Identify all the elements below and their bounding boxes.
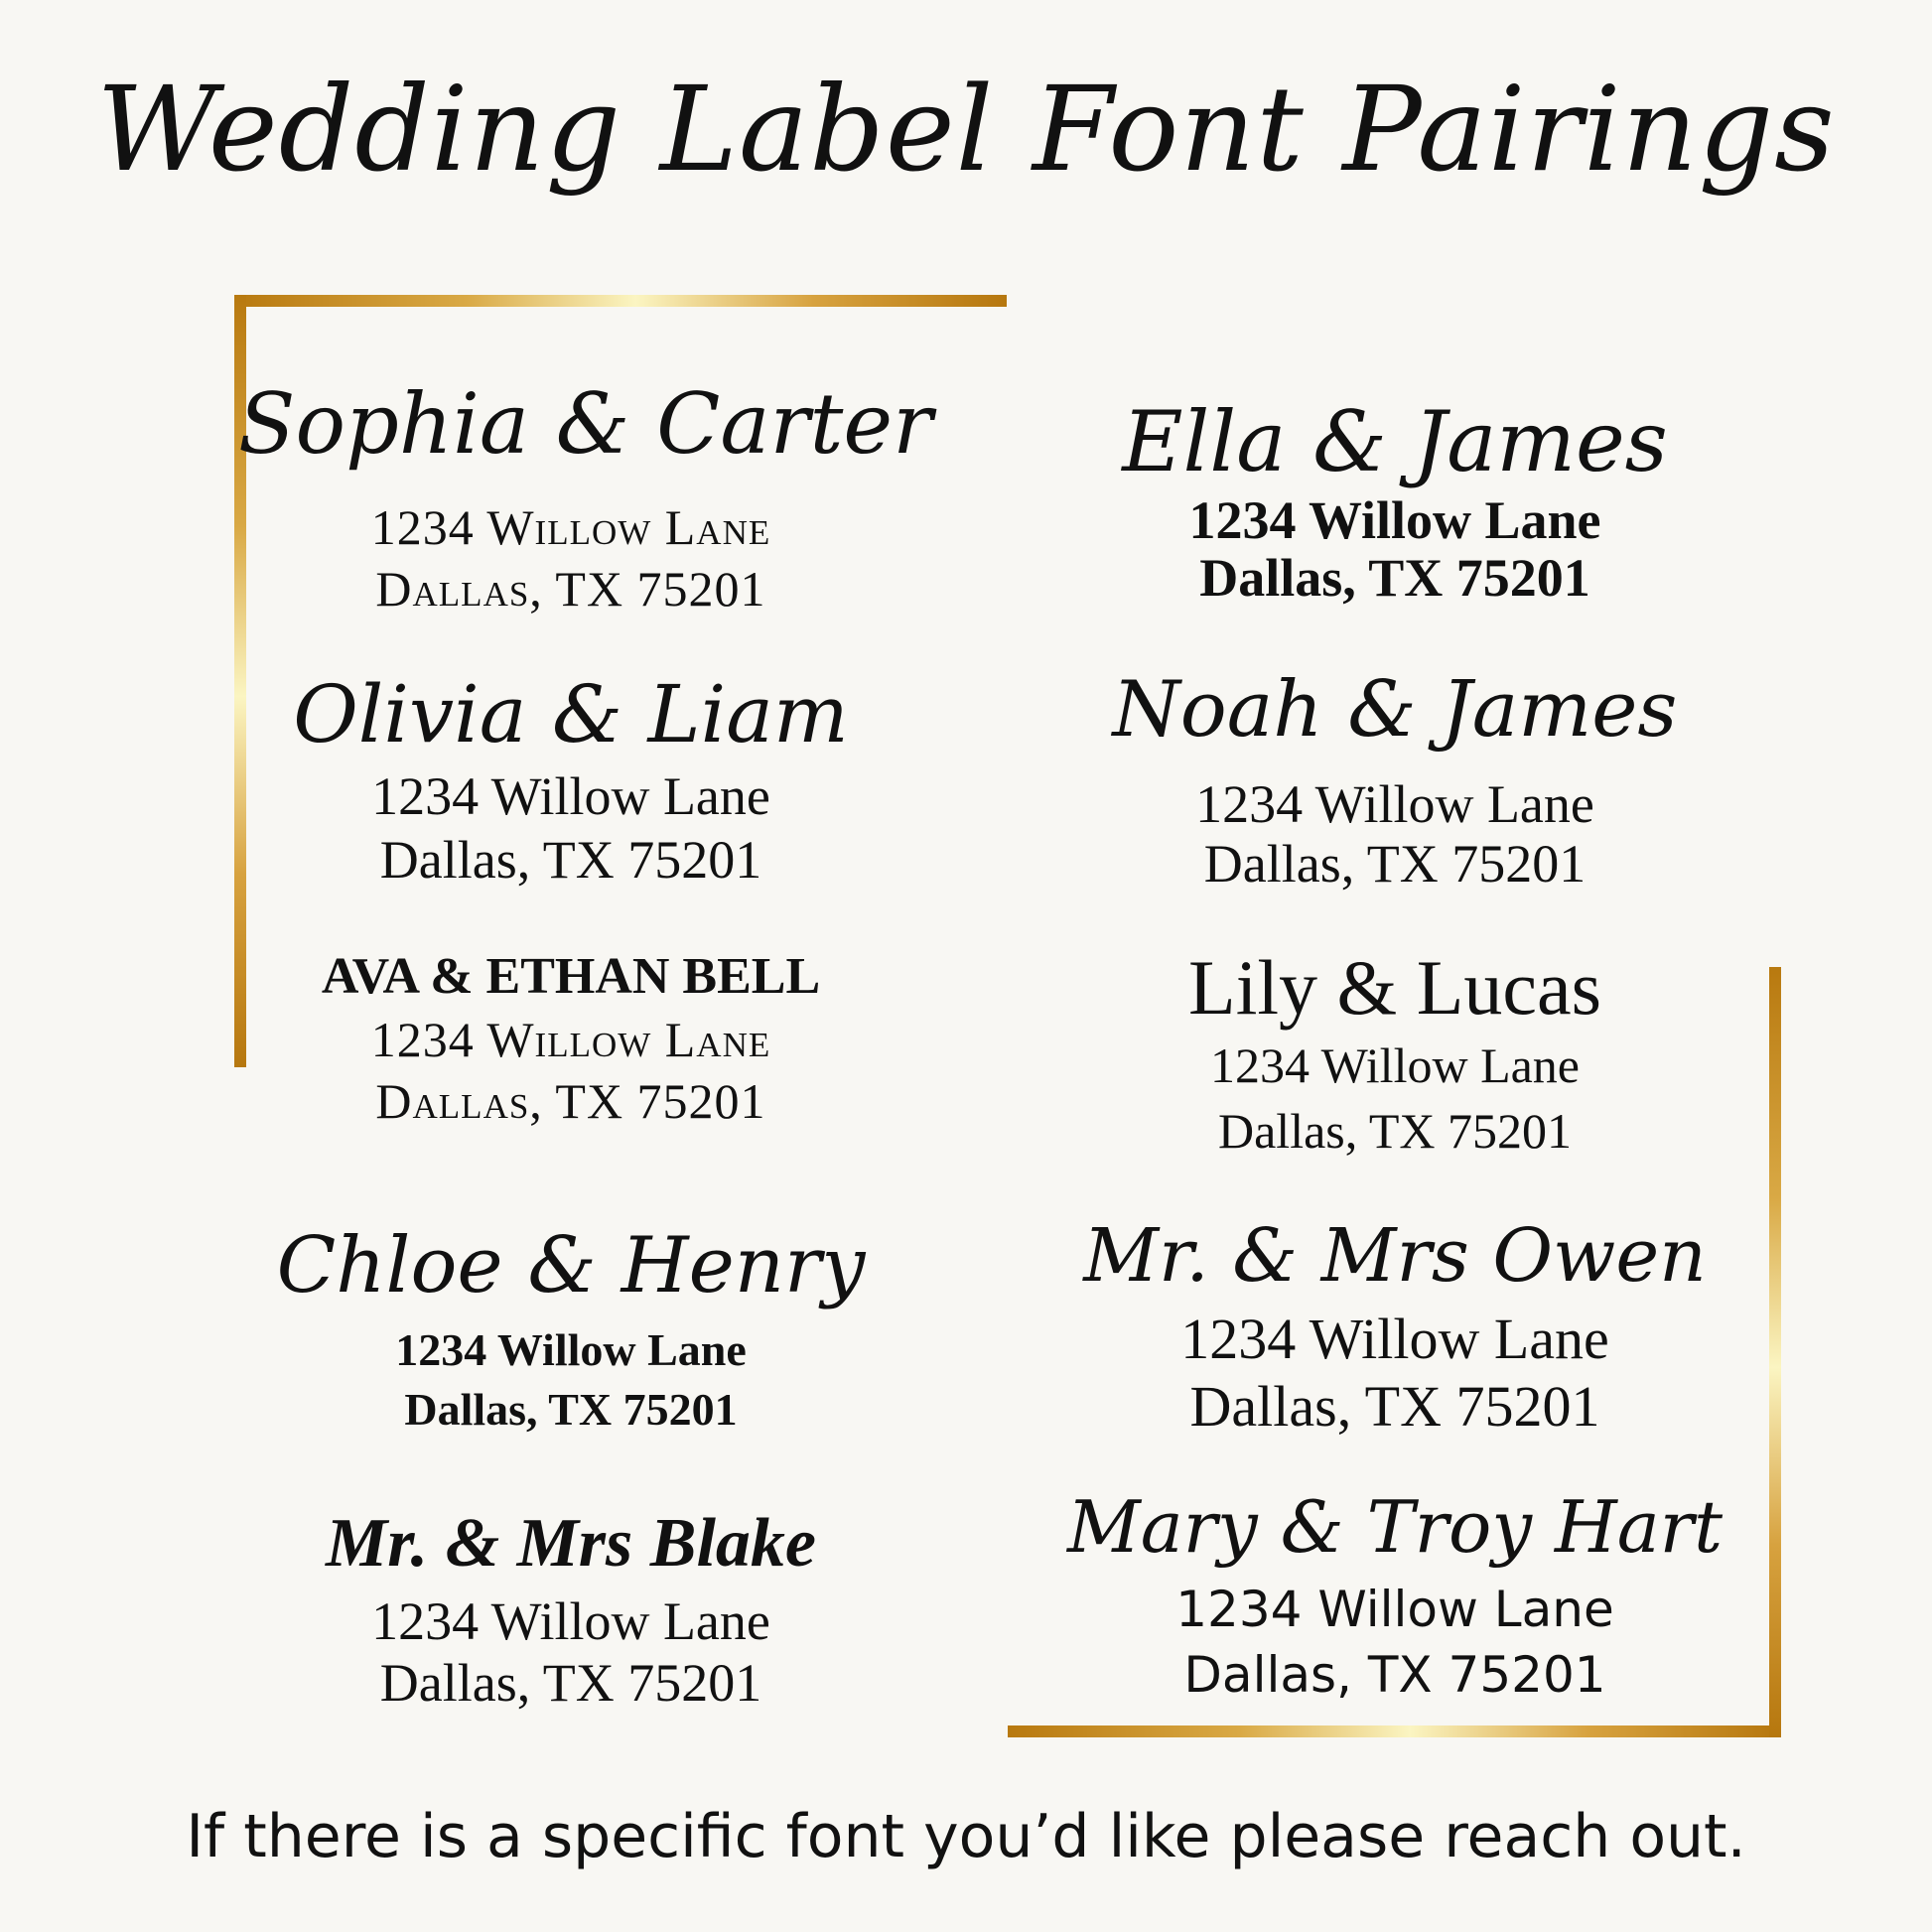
address-label-lily-lucas bbox=[1013, 943, 1777, 1164]
address-street: 1234 Willow Lane bbox=[370, 1012, 771, 1067]
address-street: 1234 Willow Lane bbox=[1188, 490, 1601, 550]
address-label-ella-james bbox=[1013, 392, 1777, 607]
address-city: Dallas, TX 75201 bbox=[1203, 834, 1587, 894]
couple-name: Ella & James bbox=[1122, 393, 1668, 490]
gold-frame-bottom bbox=[1008, 1725, 1781, 1737]
address-street: 1234 Willow Lane bbox=[1210, 1037, 1580, 1093]
address-label-chloe-henry bbox=[238, 1211, 903, 1440]
address-label-mr-mrs-owen bbox=[1013, 1206, 1777, 1441]
couple-name: Lily & Lucas bbox=[1188, 944, 1601, 1031]
address-label-olivia-liam bbox=[238, 665, 903, 892]
address-street: 1234 Willow Lane bbox=[371, 1591, 770, 1651]
couple-name: Mr. & Mrs Owen bbox=[1083, 1213, 1707, 1299]
address-label-sophia-carter bbox=[238, 352, 933, 620]
address-street: 1234 Willow Lane bbox=[370, 499, 771, 555]
address-city: Dallas, TX 75201 bbox=[375, 1073, 766, 1129]
address-label-ava-ethan bbox=[238, 945, 903, 1132]
couple-name: Olivia & Liam bbox=[293, 668, 849, 760]
couple-name: Noah & James bbox=[1112, 665, 1678, 755]
couple-name: AVA & ETHAN BELL bbox=[321, 948, 821, 1005]
footer-note: If there is a specific font you’d like please reach out. bbox=[186, 1802, 1746, 1871]
couple-name: Mr. & Mrs Blake bbox=[326, 1505, 816, 1582]
page-title: Wedding Label Font Pairings bbox=[96, 61, 1836, 198]
address-label-mr-mrs-blake bbox=[238, 1497, 903, 1714]
address-label-mary-troy-hart bbox=[1013, 1477, 1777, 1708]
address-street: 1234 Willow Lane bbox=[1180, 1307, 1609, 1371]
gold-frame-top bbox=[234, 295, 1007, 307]
address-street: 1234 Willow Lane bbox=[1175, 1581, 1614, 1638]
address-city: Dallas, TX 75201 bbox=[1183, 1646, 1606, 1704]
address-city: Dallas, TX 75201 bbox=[1199, 548, 1590, 608]
couple-name: Chloe & Henry bbox=[276, 1221, 866, 1311]
address-city: Dallas, TX 75201 bbox=[1218, 1103, 1572, 1159]
address-street: 1234 Willow Lane bbox=[1195, 774, 1594, 834]
address-city: Dallas, TX 75201 bbox=[1189, 1374, 1600, 1439]
address-city: Dallas, TX 75201 bbox=[375, 561, 766, 617]
couple-name: Mary & Troy Hart bbox=[1066, 1485, 1724, 1569]
address-city: Dallas, TX 75201 bbox=[379, 830, 762, 890]
address-street: 1234 Willow Lane bbox=[395, 1324, 747, 1375]
address-label-noah-james bbox=[1013, 645, 1777, 894]
address-street: 1234 Willow Lane bbox=[371, 766, 770, 826]
address-city: Dallas, TX 75201 bbox=[379, 1653, 762, 1713]
couple-name: Sophia & Carter bbox=[238, 375, 933, 473]
address-city: Dallas, TX 75201 bbox=[404, 1384, 738, 1435]
